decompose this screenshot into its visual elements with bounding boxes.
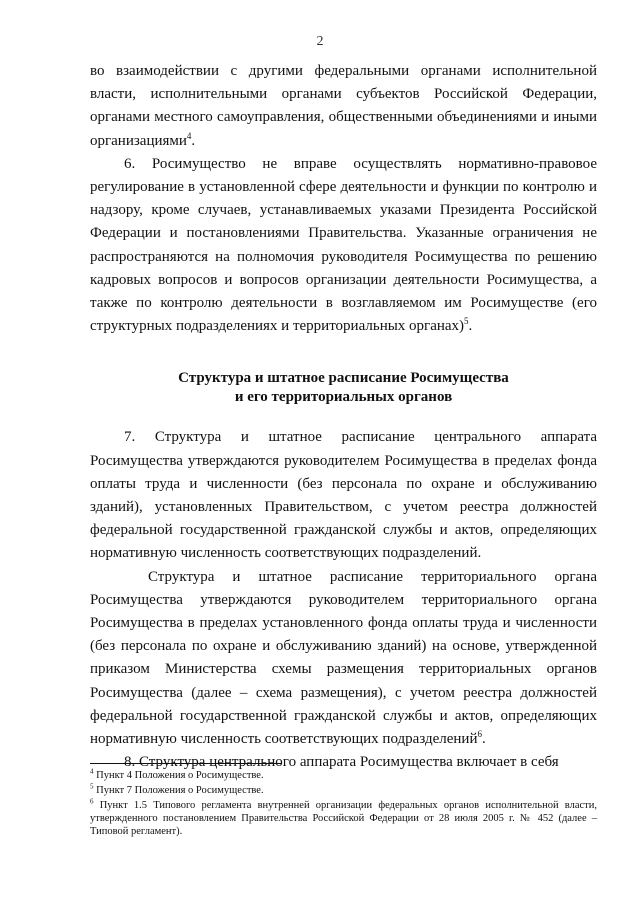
paragraph-7: 7. Структура и штатное расписание центрального аппарата Росимущества утверждаются руководителем Росимущества в пределах фонда оплаты труда и численности (без персонала по охране и обслуживанию зданий), установленных Правительством, с учетом реестра должностей федеральной государственной гражданской службы и актов, определяющих нормативную численность соответствующих подразделений. [90,429,597,562]
paragraph-8: 8. Структура центрального аппарата Росимущества включает в себя [124,754,559,771]
footnote-4: $^4$ Пункт 4 Положения о Росимуществе. [90,767,264,781]
section-heading-line-2: и его территориальных органов [234,389,453,406]
page-number: 2 [316,34,324,49]
paragraph-6: 6. Росимущество не вправе осуществлять нормативно-правовое регулирование в установленной сфере деятельности и функции по контролю и надзору, кроме случаев, устанавливаемых указами Президента Российской Федерации и постановлениями Правительства. Указанные ограничения не распространяются на полномочия руководителя Росимущества по решению кадровых вопросов и вопросов организации деятельности Росимущества, а также по контролю деятельности в возглавляемом им Росимуществе (его структурных подразделениях и территориальных органах)$^5$. [90,155,597,335]
footnote-6: $^6$ Пункт 1.5 Типового регламента внутренней организации федеральных органов исполнительной власти, утвержденного постановлением Правительства Российской Федерации от 28 июля 2005 г. № 452 (далее – Типовой регламент). [90,797,597,837]
footnote-ref-5: 5 [464,316,469,327]
paragraph-continuation: во взаимодействии с другими федеральными органами исполнительной власти, исполнительными органами субъектов Российской Федерации, органами местного самоуправления, общественными объединениями и иными организациями$^4$. [90,63,597,149]
footnote-separator [90,763,282,764]
footnote-ref-6: 6 [477,729,482,740]
document-body [90,60,597,774]
section-heading [90,369,597,407]
footnotes [90,769,597,840]
section-heading-line-1: Структура и штатное расписание Росимущества [178,370,509,387]
footnote-ref-4: 4 [186,130,192,141]
paragraph-7-territorial: Структура и штатное расписание территориального органа Росимущества утверждаются руководителем территориального органа Росимущества в пределах установленного фонда оплаты труда и численности (без персонала по охране и обслуживанию зданий) на основе, утвержденной приказом Министерства схемы размещения территориальных органов Росимущества (далее – схема размещения), с учетом реестра должностей федеральной государственной гражданской службы и актов, определяющих нормативную численность соответствующих подразделений$^6$. [90,568,597,748]
footnote-5: $^5$ Пункт 7 Положения о Росимуществе. [90,782,264,796]
